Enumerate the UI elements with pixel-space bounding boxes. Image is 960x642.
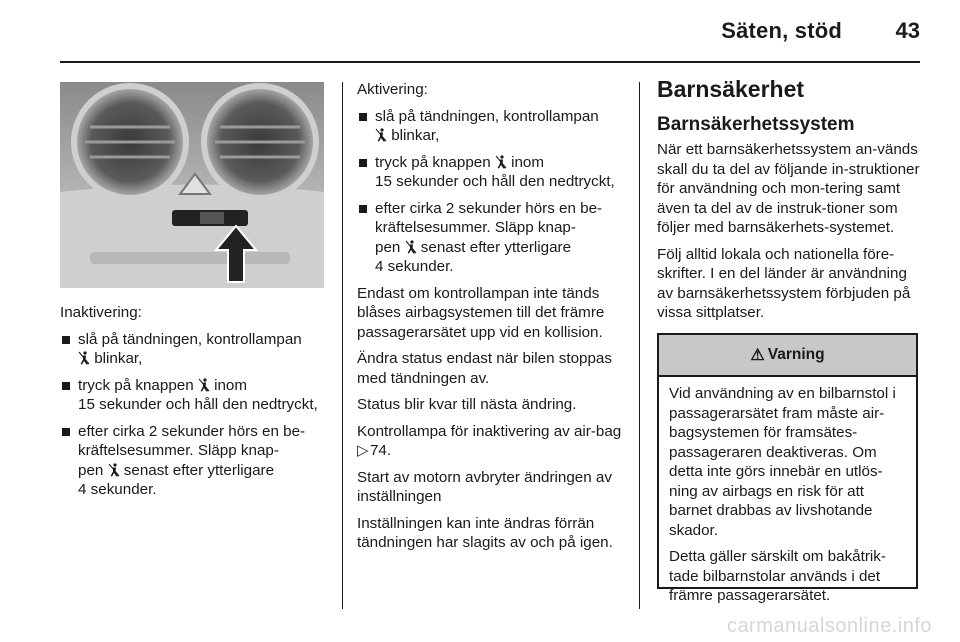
column-divider-1 — [342, 82, 343, 609]
warning-box — [657, 333, 918, 604]
page-section-title: Säten, stöd — [721, 18, 842, 43]
step-text: senast efter ytterligare — [119, 461, 275, 479]
step-text: blinkar, — [387, 127, 440, 144]
paragraph: När ett barnsäkerhetssystem an-vänds skall du ta del av följande in-struktioner för användning och mon-tering samt även ta del av de instruk-tioner som följer med barnsäkerhets-systemet. — [657, 141, 920, 236]
step-text: 15 sekunder och håll den nedtryckt, — [375, 173, 615, 190]
paragraph: Ändra status endast när bilen stoppas med tändningen av. — [357, 350, 612, 387]
step-text: pen — [78, 461, 108, 479]
step-text: tryck på knappen — [375, 153, 495, 171]
step-text: slå på tändningen, kontrollampan — [375, 107, 599, 125]
step-text: efter cirka 2 sekunder hörs en be- — [78, 422, 306, 440]
page-number: 43 — [895, 18, 920, 43]
step-text: inom — [209, 376, 248, 394]
airbag-off-icon — [375, 128, 387, 142]
column-barnsakerhet — [657, 76, 920, 330]
paragraph: Endast om kontrollampan inte tänds blåses airbagsystemen till det främre passagerarsätet upp vid en kollision. — [357, 284, 605, 341]
airbag-off-icon — [405, 240, 417, 254]
paragraph: Inställningen kan inte ändras förrän tändningen har slagits av och på igen. — [357, 514, 613, 551]
warning-triangle-icon: ⚠ — [750, 347, 765, 364]
list-item — [60, 376, 335, 415]
airbag-off-icon — [495, 155, 507, 169]
list-item — [60, 422, 335, 500]
reference-link[interactable]: 74. — [369, 442, 392, 459]
dashboard-photo — [60, 82, 324, 288]
paragraph-cross-reference — [357, 422, 633, 461]
aktivering-steps — [357, 107, 633, 277]
airbag-off-icon — [78, 351, 90, 365]
list-item — [357, 199, 633, 277]
header-divider — [60, 61, 920, 63]
step-text: tryck på knappen — [78, 376, 198, 394]
paragraph: Start av motorn avbryter ändringen av inställningen — [357, 468, 612, 505]
heading-inaktivering: Inaktivering: — [60, 304, 142, 321]
page-reference-arrow-icon: ▷ — [357, 442, 369, 459]
airbag-off-icon — [108, 463, 120, 477]
column-divider-2 — [639, 82, 640, 609]
step-text: pen — [375, 238, 405, 256]
warning-paragraph: Vid användning av en bilbarnstol i passagerarsätet fram måste air-bagsystemen för framsätes-passageraren deaktiveras. Om detta inte görs innebär en utlös-ning av airbags en risk för att barnet drabbas av livshotande skador. — [669, 385, 896, 539]
step-text: kräftelsesummer. Släpp knap- — [78, 442, 279, 459]
column-aktivering — [357, 80, 633, 560]
warning-paragraph: Detta gäller särskilt om bakåtrik-tade bilbarnstolar används i det främre passagerarsätet. — [669, 548, 886, 604]
airbag-off-icon — [198, 378, 210, 392]
section-subtitle: Barnsäkerhetssystem — [657, 114, 855, 135]
list-item — [60, 330, 335, 369]
column-inaktivering — [60, 303, 335, 507]
list-item — [357, 153, 633, 192]
step-text: senast efter ytterligare — [416, 238, 572, 256]
step-text: slå på tändningen, kontrollampan — [78, 330, 302, 348]
heading-aktivering: Aktivering: — [357, 81, 428, 98]
list-item — [357, 107, 633, 146]
section-title: Barnsäkerhet — [657, 76, 805, 102]
inaktivering-steps — [60, 330, 335, 500]
step-text: efter cirka 2 sekunder hörs en be- — [375, 199, 603, 217]
step-text: inom — [506, 153, 545, 171]
step-text: 4 sekunder. — [375, 258, 454, 275]
step-text: kräftelsesummer. Släpp knap- — [375, 219, 576, 236]
paragraph: Status blir kvar till nästa ändring. — [357, 396, 577, 413]
reference-text: Kontrollampa för inaktivering av air-bag — [357, 422, 622, 440]
warning-header — [659, 335, 916, 377]
step-text: 4 sekunder. — [78, 481, 157, 498]
step-text: 15 sekunder och håll den nedtryckt, — [78, 396, 318, 413]
warning-label: Varning — [767, 346, 825, 363]
warning-body — [659, 377, 916, 606]
watermark: carmanualsonline.info — [726, 615, 932, 637]
step-text: blinkar, — [90, 350, 143, 367]
paragraph: Följ alltid lokala och nationella före-skrifter. I en del länder är användning av barnsäkerhetssystem förbjuden på vissa sittplatser. — [657, 245, 911, 321]
